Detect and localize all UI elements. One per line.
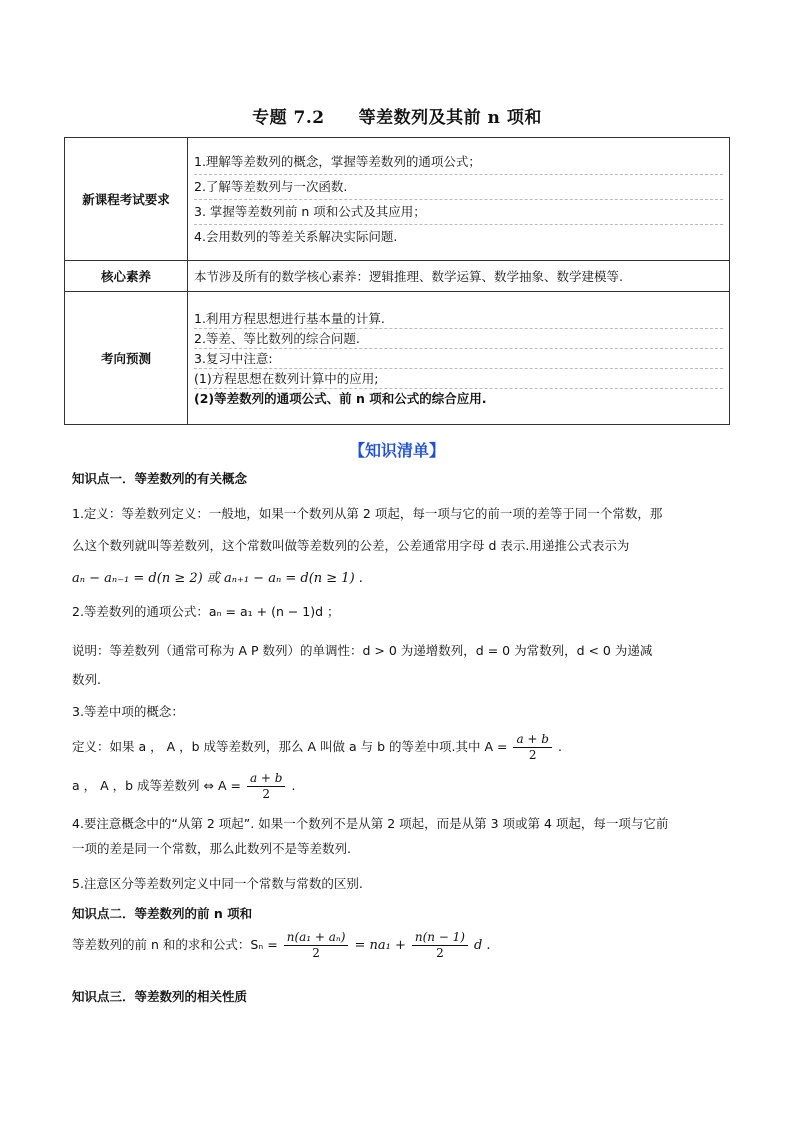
knowledge-heading-3: 知识点三．等差数列的相关性质	[72, 989, 248, 1004]
title-prefix: 专题 7.2	[252, 108, 325, 128]
row-head-core-literacy: 核心素养	[65, 261, 188, 292]
fraction-a-plus-b-over-2	[513, 732, 552, 763]
row-head-exam-forecast: 考向预测	[65, 292, 188, 425]
row-head-exam-requirements: 新课程考试要求	[65, 138, 188, 261]
page-title	[0, 103, 794, 128]
title-main: 等差数列及其前 n 项和	[358, 108, 542, 128]
fraction-numerator: n(n − 1)	[412, 930, 468, 946]
list-item: 1.利用方程思想进行基本量的计算.	[194, 310, 385, 326]
list-item: 4.会用数列的等差关系解决实际问题.	[194, 224, 723, 249]
paragraph-note-5: 5.注意区分等差数列定义中同一个常数与常数的区别.	[72, 876, 363, 891]
section-title: 【知识清单】	[348, 441, 445, 460]
sum-text: 等差数列的前 n 和的求和公式：Sₙ =	[72, 937, 278, 952]
paragraph-note-line1: 说明：等差数列（通常可称为 A P 数列）的单调性：d > 0 为递增数列，d = 0 为常数列，d < 0 为递减	[72, 643, 653, 658]
table-row	[65, 261, 730, 292]
fraction-sum-1	[284, 930, 349, 961]
list-item: (1)方程思想在数列计算中的应用;	[194, 368, 723, 388]
fraction-denominator: 2	[436, 946, 444, 960]
list-item: 2.等差、等比数列的综合问题.	[194, 328, 723, 348]
definition-text: 定义：如果 a ， A ，b 成等差数列，那么 A 叫做 a 与 b 的等差中项.其中 A =	[72, 739, 508, 754]
sum-tail: d .	[473, 938, 491, 953]
paragraph-note-4-line1: 4.要注意概念中的“从第 2 项起”. 如果一个数列不是从第 2 项起，而是从第 3 项或第 4 项起，每一项与它前	[72, 816, 669, 831]
fraction-denominator: 2	[312, 946, 320, 960]
fraction-numerator: a + b	[513, 732, 552, 748]
paragraph-note-4-line2: 一项的差是同一个常数，那么此数列不是等差数列.	[72, 841, 351, 856]
list-item: 2.了解等差数列与一次函数.	[194, 174, 723, 199]
paragraph-note-line2: 数列.	[72, 672, 101, 687]
fraction-numerator: n(a₁ + aₙ)	[284, 930, 349, 946]
fraction-denominator: 2	[528, 748, 537, 762]
list-item: 3. 掌握等差数列前 n 项和公式及其应用；	[194, 199, 723, 224]
row-body-exam-requirements	[188, 138, 730, 261]
paragraph-sum-formula	[72, 930, 491, 961]
list-item: 1.理解等差数列的概念，掌握等差数列的通项公式；	[194, 153, 481, 169]
table-row	[65, 292, 730, 425]
paragraph-mean-definition: 定义：如果 a ， A ，b 成等差数列，那么 A 叫做 a 与 b 的等差中项.其中 A = $\frac{a + b}{2}$ .	[72, 732, 562, 762]
requirements-table	[64, 137, 730, 425]
list-item: 3.复习中注意:	[194, 348, 723, 368]
row-body-core-literacy: 本节涉及所有的数学核心素养：逻辑推理、数学运算、数学抽象、数学建模等.	[188, 261, 730, 292]
knowledge-heading-1: 知识点一．等差数列的有关概念	[72, 471, 248, 486]
knowledge-heading-2: 知识点二．等差数列的前 n 项和	[72, 906, 253, 921]
fraction-denominator: 2	[262, 787, 271, 801]
paragraph-mean-equivalence: a ， A ，b 成等差数列 ⇔ A = $\frac{a + b}{2}$ .	[72, 771, 296, 801]
fraction-a-plus-b-over-2-equiv	[247, 771, 286, 802]
paragraph-definition-line1: 1.定义：等差数列定义：一般地，如果一个数列从第 2 项起，每一项与它的前一项的差等于同一个常数，那	[72, 506, 663, 521]
fraction-sum-2	[412, 930, 468, 961]
table-row	[65, 138, 730, 261]
equivalence-text: a ， A ，b 成等差数列 ⇔ A =	[72, 778, 241, 793]
row-body-exam-forecast	[188, 292, 730, 425]
paragraph-general-term: 2.等差数列的通项公式：aₙ = a₁ + (n − 1)d ；	[72, 604, 340, 619]
paragraph-mean-concept: 3.等差中项的概念：	[72, 704, 184, 719]
sum-middle: = na₁ +	[354, 938, 406, 953]
paragraph-definition-line2: 么这个数列就叫等差数列，这个常数叫做等差数列的公差，公差通常用字母 d 表示.用递推公式表示为	[72, 538, 630, 553]
fraction-numerator: a + b	[247, 771, 286, 787]
list-item: (2)等差数列的通项公式、前 n 项和公式的综合应用.	[194, 388, 723, 408]
formula-recursive: aₙ − aₙ₋₁ = d(n ≥ 2) 或 aₙ₊₁ − aₙ = d(n ≥ 1) .	[72, 571, 363, 586]
